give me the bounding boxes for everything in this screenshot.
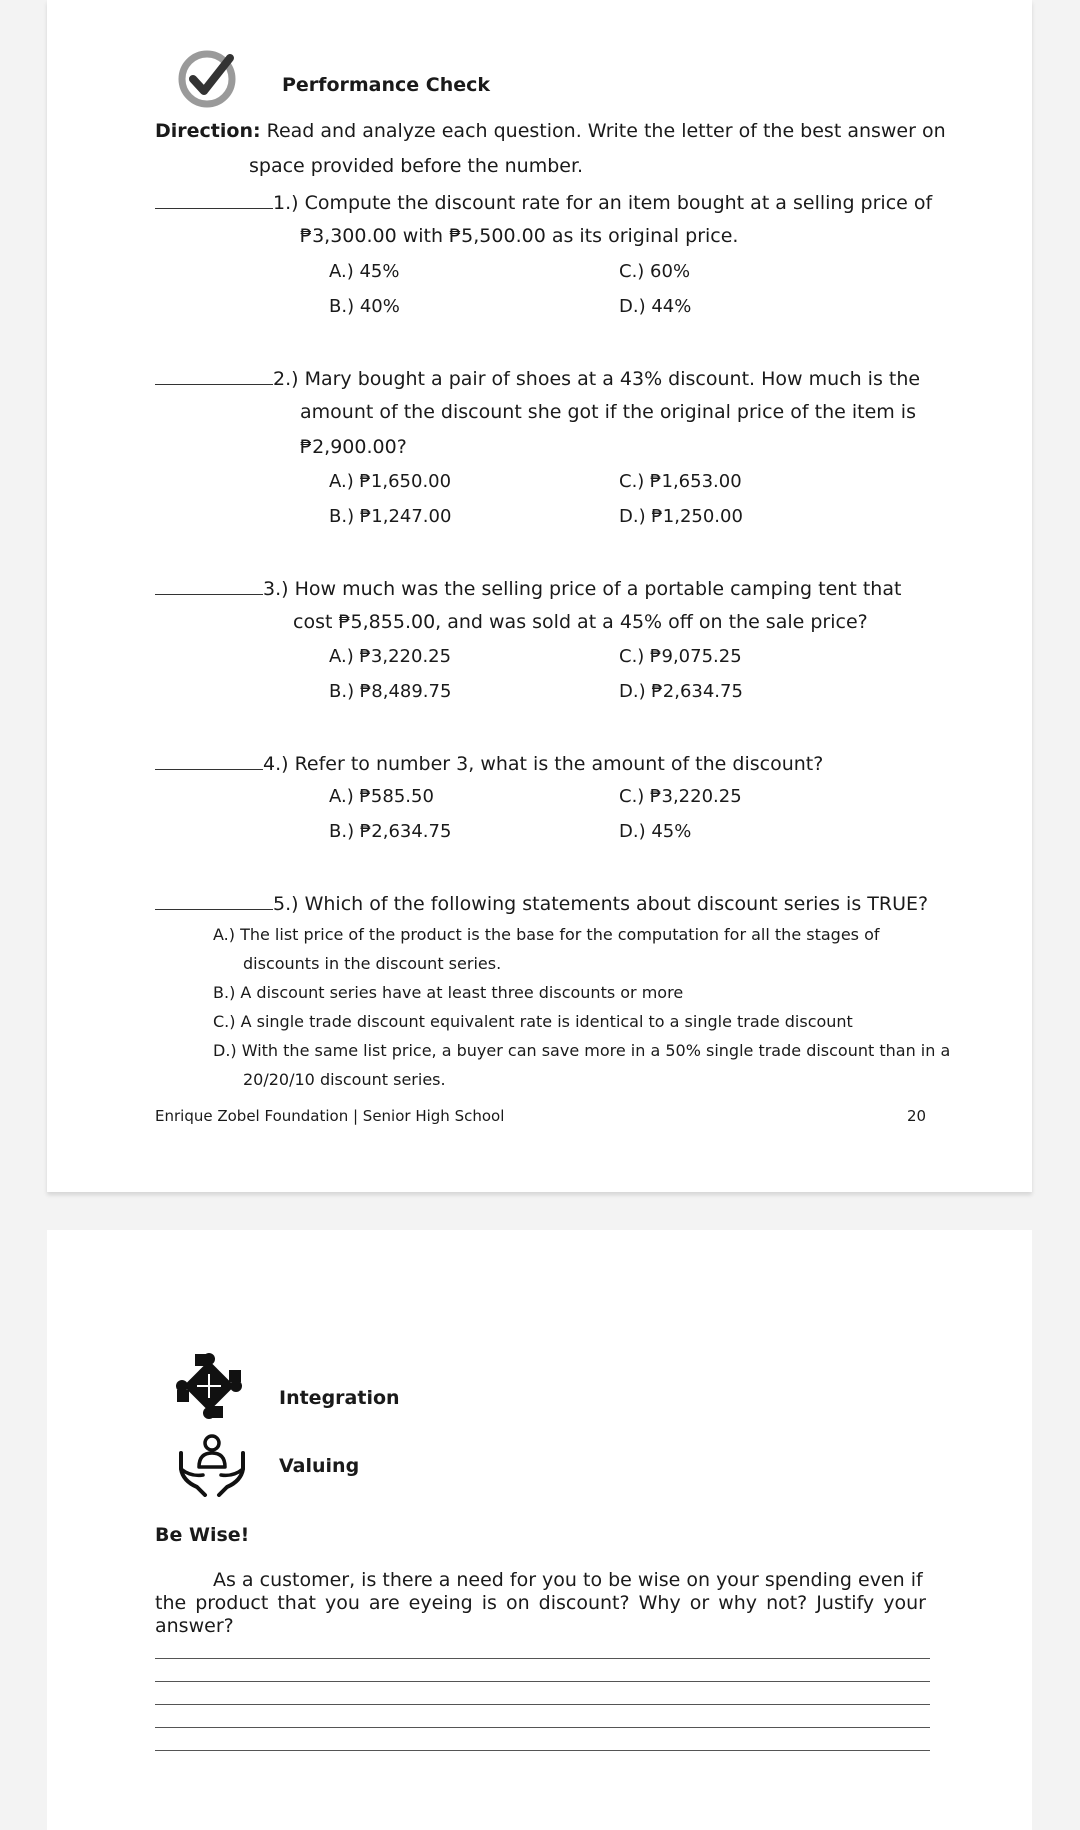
q5-choice-d: D.) With the same list price, a buyer can save more in a 50% single trade discount than in a — [213, 1041, 951, 1060]
question-3-line-1: 3.) How much was the selling price of a portable camping tent that — [155, 576, 901, 600]
q5-choice-b: B.) A discount series have at least three discounts or more — [213, 983, 684, 1002]
q1-choice-d: D.) 44% — [619, 296, 692, 317]
q5-choice-a-cont: discounts in the discount series. — [243, 954, 502, 973]
question-1-line-2: ₱3,300.00 with ₱5,500.00 as its original price. — [300, 225, 739, 247]
q2-choice-c: C.) ₱1,653.00 — [619, 471, 742, 492]
q3-choice-c: C.) ₱9,075.25 — [619, 646, 742, 667]
page-number: 20 — [907, 1107, 927, 1125]
answer-line-1[interactable] — [155, 1658, 930, 1659]
check-circle-icon — [178, 48, 240, 108]
q1-choice-c: C.) 60% — [619, 261, 691, 282]
q1-choice-a: A.) 45% — [329, 261, 400, 282]
prompt-line-2: the product that you are eyeing is on discount? Why or why not? Justify your — [155, 1592, 926, 1614]
q1-choice-b: B.) 40% — [329, 296, 400, 317]
q3-choice-d: D.) ₱2,634.75 — [619, 681, 743, 702]
q2-choice-a: A.) ₱1,650.00 — [329, 471, 452, 492]
q3-choice-a: A.) ₱3,220.25 — [329, 646, 452, 667]
question-1-line-1: 1.) Compute the discount rate for an item bought at a selling price of — [155, 190, 932, 214]
question-3-line-2: cost ₱5,855.00, and was sold at a 45% off on the sale price? — [293, 611, 868, 633]
question-5-line-1: 5.) Which of the following statements about discount series is TRUE? — [155, 891, 928, 915]
integration-heading: Integration — [279, 1387, 400, 1409]
answer-line-5[interactable] — [155, 1750, 930, 1751]
section-title: Performance Check — [282, 74, 491, 96]
direction-line-2: space provided before the number. — [249, 155, 584, 177]
q3-choice-b: B.) ₱8,489.75 — [329, 681, 452, 702]
answer-line-3[interactable] — [155, 1704, 930, 1705]
answer-blank-2[interactable] — [155, 366, 273, 385]
question-4-line-1: 4.) Refer to number 3, what is the amount of the discount? — [155, 751, 823, 775]
direction-label: Direction: — [155, 120, 261, 142]
q5-choice-a: A.) The list price of the product is the base for the computation for all the stages of — [213, 925, 880, 944]
valuing-hands-icon — [177, 1433, 247, 1497]
answer-blank-5[interactable] — [155, 891, 273, 910]
prompt-line-3: answer? — [155, 1615, 234, 1637]
answer-line-4[interactable] — [155, 1727, 930, 1728]
q2-choice-d: D.) ₱1,250.00 — [619, 506, 743, 527]
question-2-line-3: ₱2,900.00? — [300, 436, 407, 458]
q4-choice-c: C.) ₱3,220.25 — [619, 786, 742, 807]
direction-text: Read and analyze each question. Write the letter of the best answer on — [266, 120, 946, 142]
answer-blank-1[interactable] — [155, 190, 273, 209]
q4-choice-b: B.) ₱2,634.75 — [329, 821, 452, 842]
question-2-line-2: amount of the discount she got if the original price of the item is — [300, 401, 916, 423]
q4-choice-a: A.) ₱585.50 — [329, 786, 434, 807]
question-2-line-1: 2.) Mary bought a pair of shoes at a 43% discount. How much is the — [155, 366, 920, 390]
q2-choice-b: B.) ₱1,247.00 — [329, 506, 452, 527]
q5-choice-c: C.) A single trade discount equivalent rate is identical to a single trade discount — [213, 1012, 853, 1031]
q4-choice-d: D.) 45% — [619, 821, 692, 842]
puzzle-icon — [175, 1352, 243, 1420]
q5-choice-d-cont: 20/20/10 discount series. — [243, 1070, 446, 1089]
be-wise-title: Be Wise! — [155, 1524, 250, 1546]
worksheet-page-20 — [47, 0, 1032, 1192]
direction-line-1 — [155, 114, 946, 149]
answer-blank-4[interactable] — [155, 751, 263, 770]
answer-line-2[interactable] — [155, 1681, 930, 1682]
answer-blank-3[interactable] — [155, 576, 263, 595]
footer-school: Enrique Zobel Foundation | Senior High School — [155, 1107, 505, 1125]
worksheet-page-21 — [47, 1230, 1032, 1830]
valuing-heading: Valuing — [279, 1455, 360, 1477]
prompt-line-1: As a customer, is there a need for you to be wise on your spending even if — [213, 1569, 923, 1591]
